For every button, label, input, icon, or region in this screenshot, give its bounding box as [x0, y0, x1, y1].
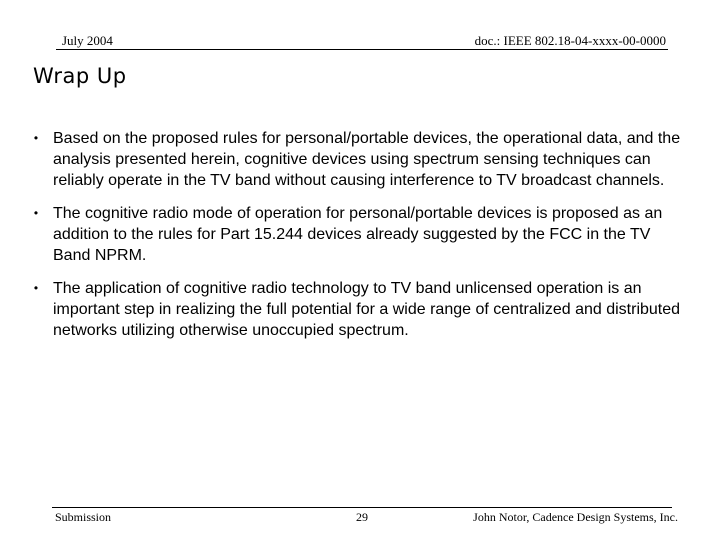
bullet-item: [30, 128, 690, 191]
bullet-item: [30, 278, 690, 341]
header-document-id: doc.: IEEE 802.18-04-xxxx-00-0000: [474, 33, 666, 48]
page-number: 29: [356, 510, 368, 524]
footer-divider: [52, 507, 672, 508]
bullet-icon: •: [33, 206, 39, 220]
bullet-text: The cognitive radio mode of operation for personal/portable devices is proposed as an addition to the rules for Part 15.244 devices already suggested by the FCC in the TV Band NPRM.: [53, 205, 663, 264]
bullet-text: Based on the proposed rules for personal/portable devices, the operational data, and the analysis presented herein, cognitive devices using spectrum sensing techniques can reliably operate in the TV band without causing interference to TV broadcast channels.: [53, 130, 681, 189]
bullet-text: The application of cognitive radio technology to TV band unlicensed operation is an important step in realizing the full potential for a wide range of centralized and distributed networks utilizing otherwise unoccupied spectrum.: [53, 280, 681, 339]
footer-author: John Notor, Cadence Design Systems, Inc.: [473, 510, 678, 524]
bullet-list: [30, 128, 690, 353]
header-divider: [56, 49, 668, 50]
header-date: July 2004: [62, 33, 113, 48]
bullet-item: [30, 203, 690, 266]
slide-title: Wrap Up: [33, 64, 127, 88]
footer-submission-label: Submission: [55, 510, 112, 524]
bullet-icon: •: [33, 131, 39, 145]
bullet-icon: •: [33, 281, 39, 295]
